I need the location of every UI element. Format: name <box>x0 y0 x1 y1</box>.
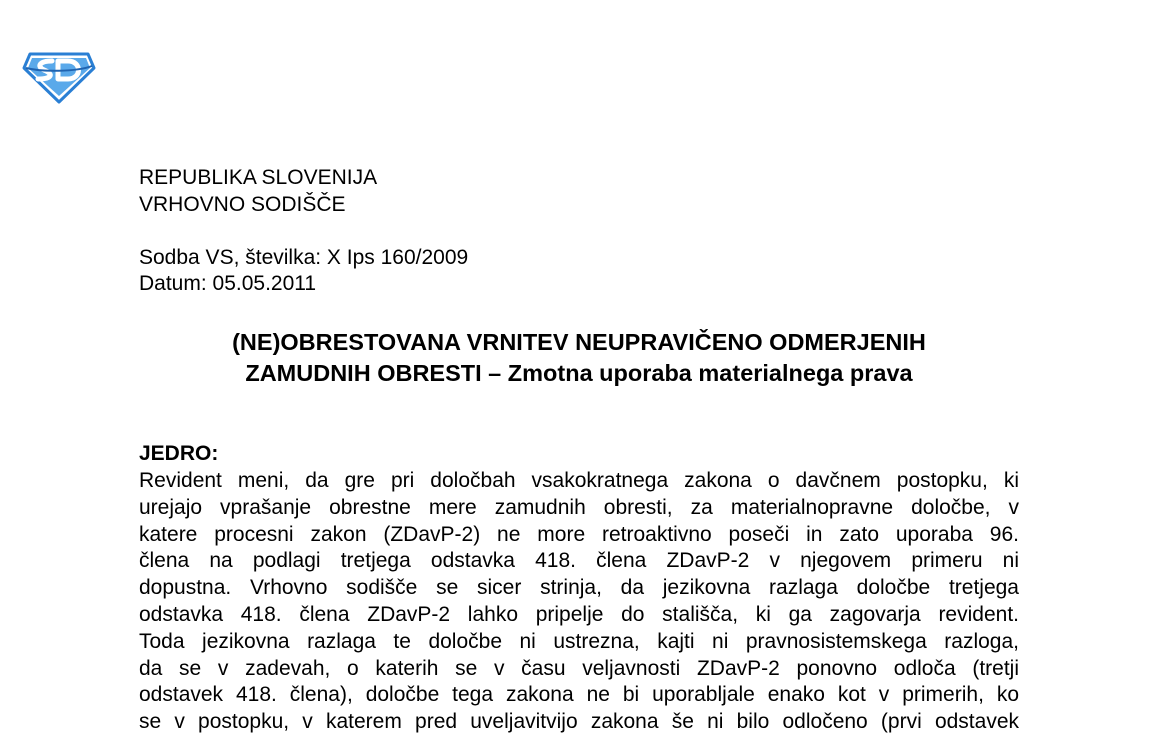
paragraph-line: odstavka 418. člena ZDavP-2 lahko pripelje do stališča, ki ga zagovarja revident. <box>139 602 1019 626</box>
paragraph-line: člena na podlagi tretjega odstavka 418. člena ZDavP-2 v njegovem primeru ni <box>139 549 1019 573</box>
paragraph-line: se v postopku, v katerem pred uveljavitvijo zakona še ni bilo odločeno (prvi odstavek <box>139 710 1019 734</box>
paragraph-line: urejajo vprašanje obrestne mere zamudnih obresti, za materialnopravne določbe, v <box>139 495 1019 519</box>
paragraph-line: Toda jezikovna razlaga te določbe ni ustrezna, kajti ni pravnosistemskega razloga, <box>139 629 1019 653</box>
section-heading: JEDRO: <box>139 442 219 465</box>
paragraph-line: Revident meni, da gre pri določbah vsakokratnega zakona o davčnem postopku, ki <box>139 469 1019 492</box>
paragraph-line: odstavek 418. člena), določbe tega zakona ne bi uporabljale enako kot v primerih, ko <box>139 683 1019 707</box>
paragraph-line: dopustna. Vrhovno sodišče se sicer strinja, da jezikovna razlaga določbe tretjega <box>139 576 1019 600</box>
title-line-1: (NE)OBRESTOVANA VRNITEV NEUPRAVIČENO ODMERJENIH <box>232 329 926 355</box>
court-header <box>139 164 377 218</box>
document-title <box>139 327 1019 389</box>
paragraph-line: katere procesni zakon (ZDavP-2) ne more retroaktivno poseči in zato uporaba 96. <box>139 522 1019 546</box>
decision-date: Datum: 05.05.2011 <box>139 272 317 295</box>
paragraph-line: da se v zadevah, o katerih se v času veljavnosti ZDavP-2 ponovno odloča (tretji <box>139 656 1019 680</box>
country-name: REPUBLIKA SLOVENIJA <box>139 166 378 189</box>
title-line-2: ZAMUDNIH OBRESTI – Zmotna uporaba materialnega prava <box>245 360 913 386</box>
summary-paragraph <box>139 468 1019 736</box>
court-logo-icon <box>22 46 96 104</box>
court-name: VRHOVNO SODIŠČE <box>139 193 346 216</box>
case-info <box>139 245 468 297</box>
case-number: Sodba VS, številka: X Ips 160/2009 <box>139 246 469 269</box>
